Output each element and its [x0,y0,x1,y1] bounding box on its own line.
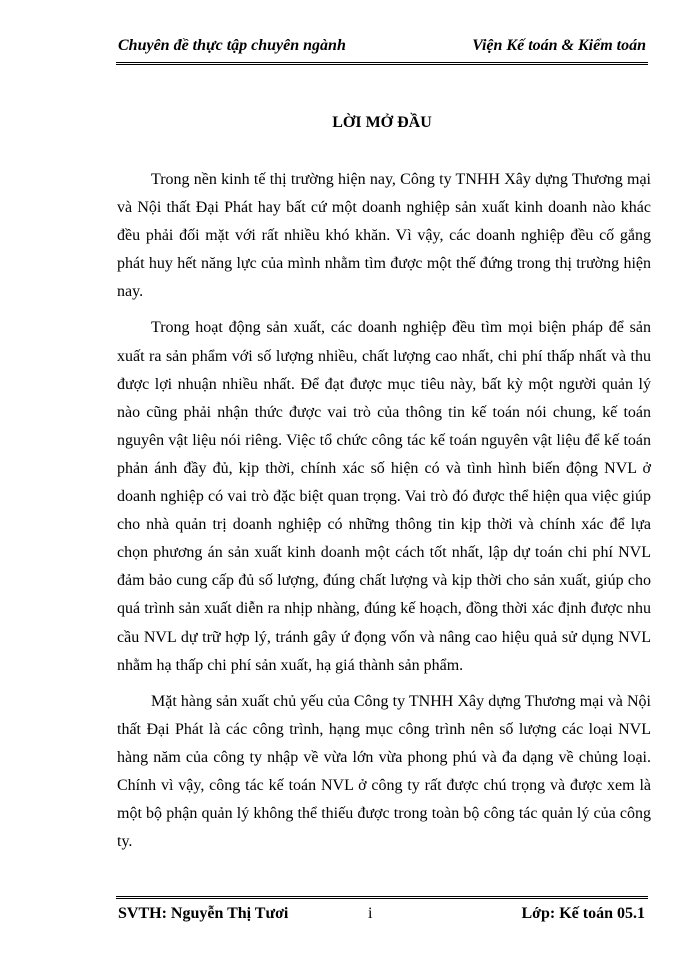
paragraph-1: Trong nền kinh tế thị trường hiện nay, Công ty TNHH Xây dựng Thương mại và Nội thất Đại Phát hay bất cứ một doanh nghiệp sản xuất kinh doanh nào khác đều phải đối mặt với rất nhiều khó khăn. Vì vậy, các doanh nghiệp đều cố gắng phát huy hết năng lực của mình nhằm tìm được một thế đứng trong thị trường hiện nay. [117,171,651,301]
footer-student: SVTH: Nguyễn Thị Tươi [118,905,289,922]
paragraph-3: Mặt hàng sản xuất chủ yếu của Công ty TNHH Xây dựng Thương mại và Nội thất Đại Phát là các công trình, hạng mục công trình nên số lượng các loại NVL hàng năm của công ty nhập về vừa lớn vừa phong phú và đa dạng về chủng loại. Chính vì vậy, công tác kế toán NVL ở công ty rất được chú trọng và được xem là một bộ phận quản lý không thể thiếu được trong toàn bộ công tác quản lý của công ty. [117,692,651,851]
page-number: i [368,905,373,922]
footer-class: Lớp: Kế toán 05.1 [521,905,645,922]
footer-rule [116,896,648,899]
paragraph-2: Trong hoạt động sản xuất, các doanh nghiệp đều tìm mọi biện pháp để sản xuất ra sản phẩm với số lượng nhiều, chất lượng cao nhất, chi phí thấp nhất và thu được lợi nhuận nhiều nhất. Để đạt được mục tiêu này, bất kỳ một người quản lý nào cũng phải nhận thức được vai trò của thông tin kế toán nói chung, kế toán nguyên vật liệu nói riêng. Việc tổ chức công tác kế toán nguyên vật liệu để kế toán phản ánh đầy đủ, kịp thời, chính xác số hiện có và tình hình biến động NVL ở doanh nghiệp có vai trò đặc biệt quan trọng. Vai trò đó được thể hiện qua việc giúp cho nhà quản trị doanh nghiệp có những thông tin kịp thời và chính xác để lựa chọn phương án sản xuất kinh doanh một cách tốt nhất, lập dự toán chi phí NVL đảm bảo cung cấp đủ số lượng, đúng chất lượng và kịp thời cho sản xuất, giúp cho quá trình sản xuất diễn ra nhịp nhàng, đúng kế hoạch, đồng thời xác định được nhu cầu NVL dự trữ hợp lý, tránh gây ứ đọng vốn và nâng cao hiệu quả sử dụng NVL nhằm hạ thấp chi phí sản xuất, hạ giá thành sản phẩm. [117,319,651,674]
header-left-text: Chuyên đề thực tập chuyên ngành [118,37,346,54]
page-header [118,36,646,56]
body-text [117,166,651,864]
header-rule [116,62,648,65]
page-footer [118,904,645,924]
page-title: LỜI MỞ ĐẦU [332,114,432,131]
header-right-text: Viện Kế toán & Kiểm toán [472,37,646,54]
